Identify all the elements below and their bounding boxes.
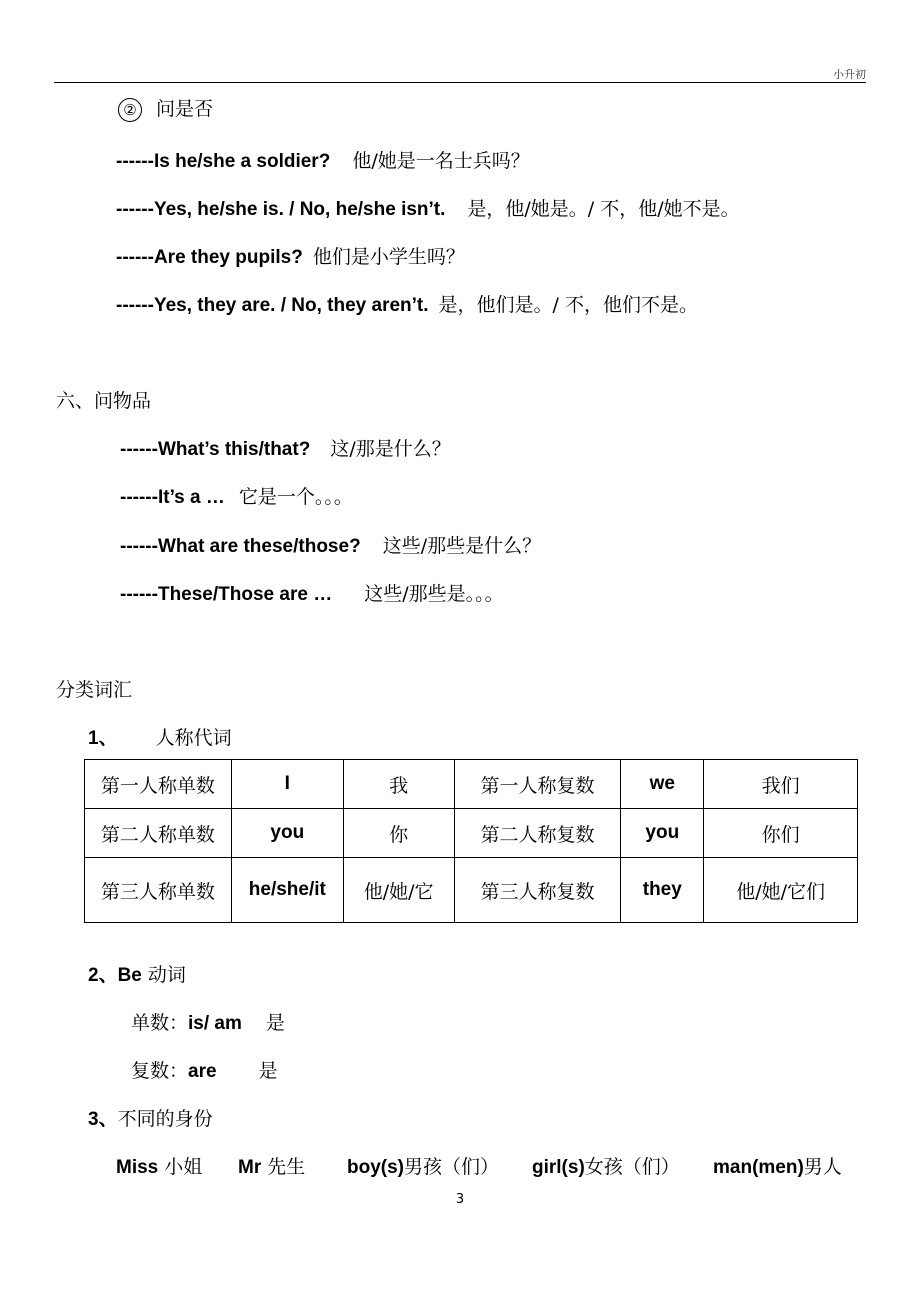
qa-line	[116, 290, 698, 317]
table-cell: 他/她/它们	[704, 858, 858, 923]
qa-line	[120, 434, 451, 461]
qa-english: ------It’s a …	[120, 487, 225, 508]
be-singular-line	[131, 1008, 285, 1035]
be-singular-meaning: 是	[265, 1012, 285, 1034]
table-cell: 我们	[704, 760, 858, 809]
identity-en: boy(s)	[347, 1157, 404, 1178]
be-heading	[88, 960, 186, 987]
table-cell: 第一人称复数	[454, 760, 621, 809]
table-cell: 我	[343, 760, 454, 809]
qa-english: ------Yes, they are. / No, they aren’t.	[116, 295, 429, 316]
table-cell: 你们	[704, 809, 858, 858]
page-number: 3	[455, 1192, 465, 1207]
identity-zh: 男人	[803, 1156, 842, 1178]
be-plural-meaning: 是	[258, 1060, 278, 1082]
table-row	[85, 809, 858, 858]
qa-chinese: 他/她是一名士兵吗？	[352, 150, 530, 172]
table-cell: 第三人称单数	[85, 858, 232, 923]
be-title-en: Be	[117, 965, 142, 986]
qa-english: ------Yes, he/she is. / No, he/she isn’t.	[116, 199, 446, 220]
pronouns-heading	[88, 723, 232, 750]
circled-number-marker: ②	[118, 98, 142, 122]
identity-item	[713, 1152, 842, 1179]
qa-line	[116, 146, 530, 173]
table-cell: 第二人称单数	[85, 809, 232, 858]
section-a-heading	[118, 94, 213, 122]
qa-line	[120, 531, 541, 558]
section-b-title: 六、问物品	[56, 390, 152, 412]
qa-chinese: 他们是小学生吗？	[312, 246, 465, 268]
identity-zh: 男孩（们）	[404, 1156, 500, 1178]
qa-chinese: 它是一个。。。	[238, 486, 353, 508]
table-cell: 第三人称复数	[454, 858, 621, 923]
qa-english: ------These/Those are …	[120, 584, 333, 605]
qa-chinese: 是，他们是。/ 不，他们不是。	[438, 294, 698, 316]
identity-zh: 小姐	[164, 1156, 203, 1178]
vocab-title: 分类词汇	[56, 679, 133, 701]
qa-line	[116, 194, 740, 221]
be-title-zh: 动词	[147, 964, 186, 986]
be-number: 2、	[88, 965, 118, 986]
be-singular-value: is/ am	[188, 1013, 242, 1034]
identity-item	[347, 1152, 499, 1179]
header-label: 小升初	[833, 68, 866, 81]
identity-en: man(men)	[713, 1157, 804, 1178]
qa-english: ------What are these/those?	[120, 536, 361, 557]
qa-chinese: 这些/那些是。。。	[364, 583, 504, 605]
table-cell: 你	[343, 809, 454, 858]
identity-en: Mr	[238, 1157, 262, 1178]
qa-english: ------What’s this/that?	[120, 439, 311, 460]
be-plural-label: 复数：	[131, 1060, 189, 1082]
be-plural-value: are	[188, 1061, 217, 1082]
identity-heading	[88, 1104, 213, 1131]
table-cell: you	[621, 809, 704, 858]
pronouns-title: 人称代词	[155, 727, 232, 749]
section-a-title: 问是否	[156, 98, 214, 120]
qa-line	[120, 579, 504, 606]
identity-zh: 女孩（们）	[584, 1156, 680, 1178]
table-cell: 他/她/它	[343, 858, 454, 923]
be-singular-label: 单数：	[131, 1012, 189, 1034]
qa-line	[116, 242, 465, 269]
identity-en: Miss	[116, 1157, 159, 1178]
pronoun-table	[84, 759, 858, 923]
table-cell: 第二人称复数	[454, 809, 621, 858]
identity-item	[532, 1152, 680, 1179]
identity-en: girl(s)	[532, 1157, 585, 1178]
identity-title: 不同的身份	[117, 1108, 213, 1130]
be-plural-line	[131, 1056, 278, 1083]
table-cell: they	[621, 858, 704, 923]
identity-zh: 先生	[267, 1156, 306, 1178]
identity-number: 3、	[88, 1109, 118, 1130]
table-cell: 第一人称单数	[85, 760, 232, 809]
identity-item	[116, 1152, 202, 1179]
identity-item	[238, 1152, 305, 1179]
table-cell: he/she/it	[231, 858, 343, 923]
table-cell: we	[621, 760, 704, 809]
header-rule	[54, 82, 866, 83]
qa-english: ------Is he/she a soldier?	[116, 151, 331, 172]
qa-english: ------Are they pupils?	[116, 247, 303, 268]
qa-chinese: 这/那是什么？	[330, 438, 451, 460]
table-cell: I	[231, 760, 343, 809]
qa-line	[120, 482, 353, 509]
pronouns-number: 1、	[88, 728, 118, 749]
qa-chinese: 这些/那些是什么？	[382, 535, 542, 557]
table-cell: you	[231, 809, 343, 858]
table-row	[85, 858, 858, 923]
qa-chinese: 是，他/她是。/ 不，他/她不是。	[467, 198, 740, 220]
table-row	[85, 760, 858, 809]
